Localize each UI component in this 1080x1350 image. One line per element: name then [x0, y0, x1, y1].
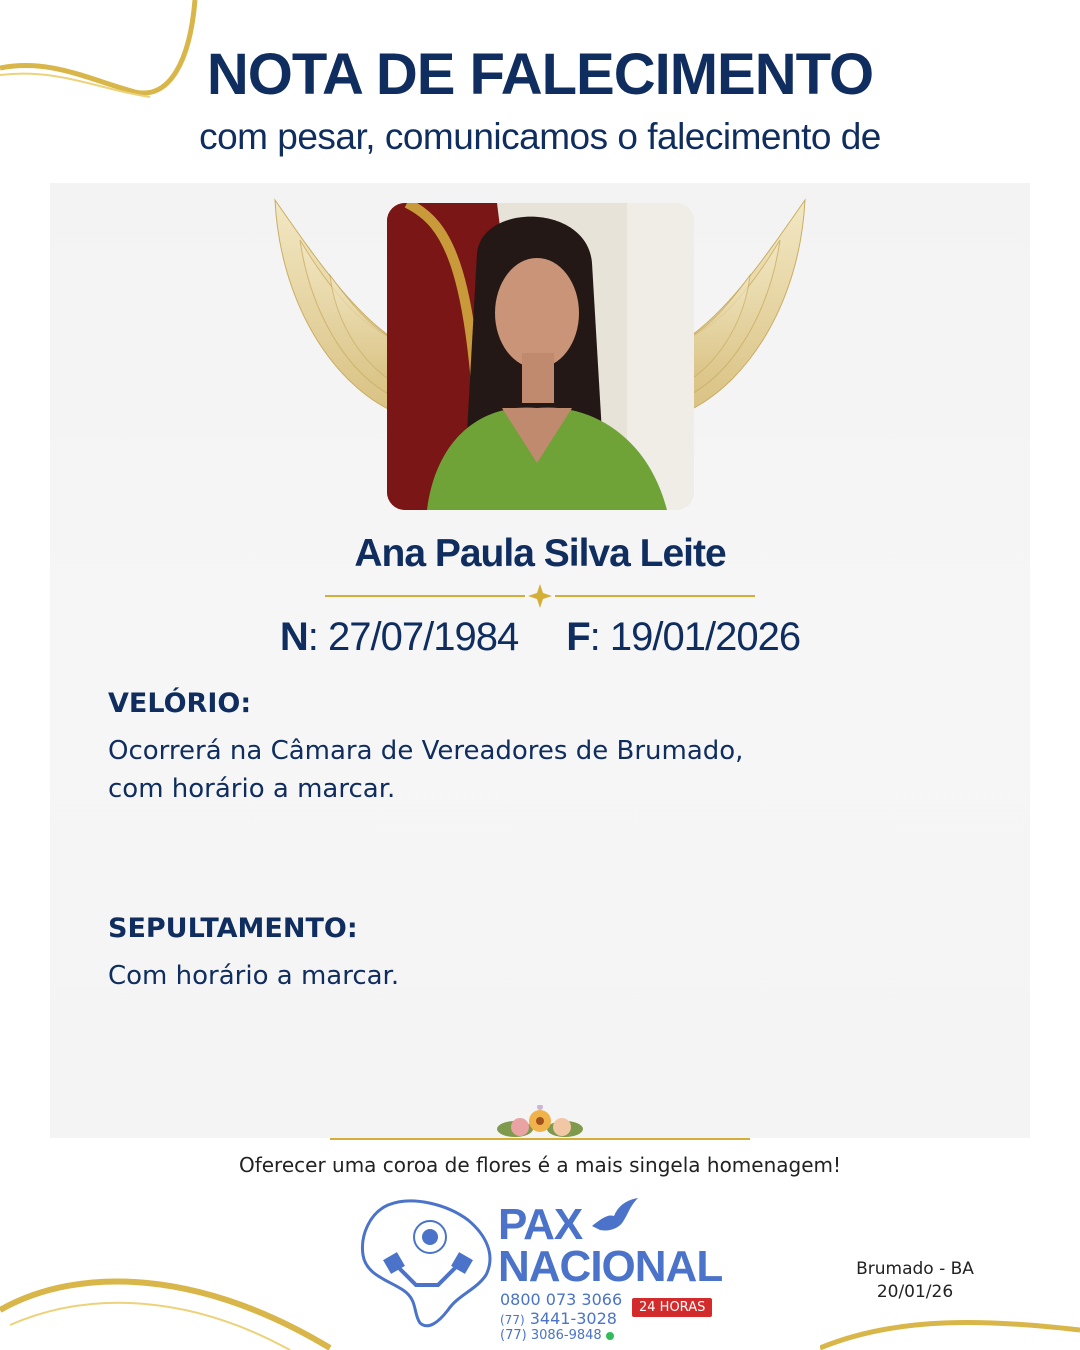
location-city: Brumado - BA	[856, 1259, 974, 1279]
flower-ornament-icon	[330, 1105, 750, 1145]
gold-swirl-bottom-left	[0, 1270, 340, 1350]
phone-tollfree[interactable]: 0800 073 3066	[500, 1290, 623, 1309]
notice-date: 20/01/26	[876, 1282, 954, 1302]
24h-badge: 24 HORAS	[632, 1298, 712, 1317]
sparkle-icon	[528, 584, 552, 608]
brand-name-line2: NACIONAL	[498, 1242, 723, 1291]
wake-heading: VELÓRIO:	[108, 688, 252, 719]
death-label: F	[566, 615, 590, 659]
wake-line-1: Ocorrerá na Câmara de Vereadores de Brumado,	[108, 736, 744, 766]
portrait-photo	[387, 203, 694, 510]
gold-swirl-bottom-right	[820, 1300, 1080, 1350]
tagline: Oferecer uma coroa de flores é a mais singela homenagem!	[238, 1153, 842, 1177]
burial-details: Com horário a marcar.	[108, 961, 400, 991]
phone-whatsapp[interactable]	[500, 1328, 614, 1343]
page-title: NOTA DE FALECIMENTO	[206, 42, 874, 107]
death-date: : 19/01/2026	[589, 615, 801, 659]
life-dates	[0, 615, 1080, 660]
phone-landline-number: 3441-3028	[529, 1309, 617, 1328]
page-subtitle: com pesar, comunicamos o falecimento de	[199, 116, 881, 157]
wake-line-2: com horário a marcar.	[108, 774, 396, 804]
brand-logo	[498, 1198, 723, 1293]
deceased-name: Ana Paula Silva Leite	[354, 532, 726, 575]
whatsapp-icon	[606, 1332, 614, 1340]
brazil-map-handshake-icon	[358, 1195, 498, 1330]
gold-divider	[325, 584, 755, 608]
phone-whatsapp-number: (77) 3086-9848	[500, 1328, 602, 1343]
birth-label: N	[279, 615, 308, 659]
header	[0, 40, 1080, 162]
brand-name-line1: PAX	[498, 1200, 583, 1249]
phone-landline[interactable]	[500, 1309, 617, 1328]
birth-date: : 27/07/1984	[307, 615, 519, 659]
burial-heading: SEPULTAMENTO:	[108, 913, 358, 944]
location-date	[840, 1258, 990, 1304]
wake-details	[108, 732, 868, 808]
phone-landline-area: (77)	[500, 1313, 525, 1327]
dove-icon	[590, 1196, 640, 1236]
